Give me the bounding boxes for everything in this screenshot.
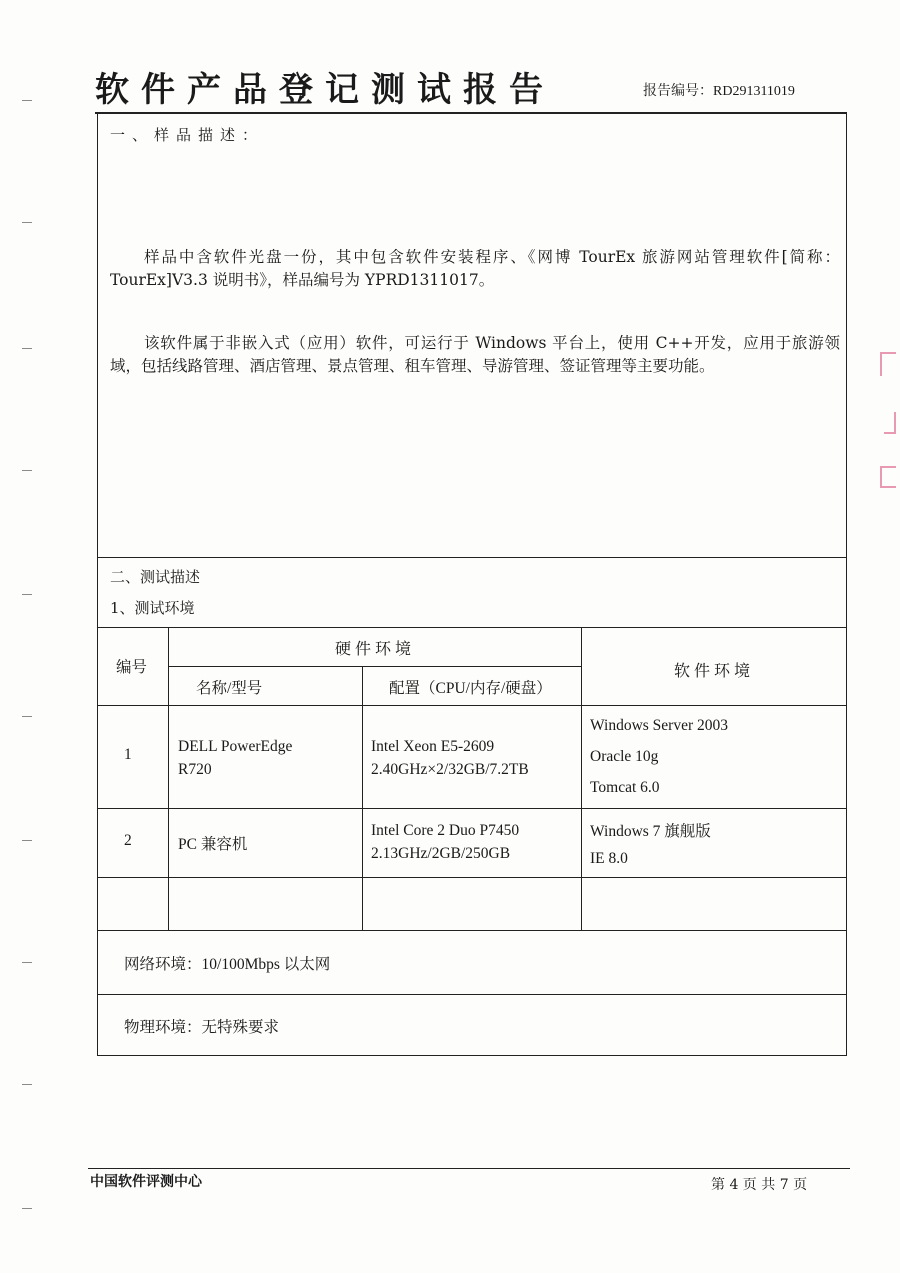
row2-config [371,819,519,865]
row1-software-1: Windows Server 2003 [590,717,728,734]
table-col2 [362,666,363,930]
edge-mark [22,840,32,841]
row1-number: 1 [124,746,132,763]
row2-software-1: Windows 7 旗舰版 [590,823,711,840]
network-environment [124,952,330,974]
table-row3-bottom [97,930,847,931]
table-hw-split [168,666,581,667]
footer-rule [88,1168,850,1169]
edge-mark [22,100,32,101]
row1-name [178,735,292,781]
physical-environment [124,1015,279,1037]
section1-paragraph-1: 样品中含软件光盘一份，其中包含软件安装程序、《网博 TourEx 旅游网站管理软件[简称：TourEx]V3.3 说明书》，样品编号为 YPRD1311017。 [110,248,840,289]
row1-config-line1: Intel Xeon E5-2609 [371,738,495,755]
frame-right [846,112,847,1055]
row2-name: PC 兼容机 [178,836,248,853]
table-network-bottom [97,994,847,995]
row2-software-2: IE 8.0 [590,850,628,867]
header-hardware: 硬件环境 [335,641,416,658]
table-row1-bottom [97,808,847,809]
document-title: 软件产品登记测试报告 [95,70,555,110]
edge-mark [22,594,32,595]
network-label: 网络环境： [124,956,202,973]
table-col1 [168,627,169,930]
edge-mark [22,348,32,349]
report-number-label: 报告编号： [643,84,713,99]
row1-software-2: Oracle 10g [590,748,659,765]
report-number [643,80,795,100]
edge-mark [22,1208,32,1209]
report-number-value: RD291311019 [713,84,795,99]
physical-label: 物理环境： [124,1019,202,1036]
header-config: 配置（CPU/内存/硬盘） [389,680,552,697]
table-row2-bottom [97,877,847,878]
header-name-model: 名称/型号 [196,680,263,697]
header-number: 编号 [116,659,148,676]
row2-config-line1: Intel Core 2 Duo P7450 [371,822,520,839]
section1-heading: 一、样品描述： [110,126,265,144]
header-rule [95,112,847,114]
row1-config [371,735,529,781]
edge-mark [22,222,32,223]
section1-paragraph-2: 该软件属于非嵌入式（应用）软件，可运行于 Windows 平台上，使用 C++开发，应用于旅游领域，包括线路管理、酒店管理、景点管理、租车管理、导游管理、签证管理等主要功能。 [110,334,840,375]
row1-config-line2: 2.40GHz×2/32GB/7.2TB [371,761,529,778]
table-top [97,627,847,628]
edge-mark [22,716,32,717]
table-col3 [581,627,582,930]
edge-mark [22,962,32,963]
edge-mark [22,1084,32,1085]
section2-subheading: 1、测试环境 [110,599,195,617]
footer-organization: 中国软件评测中心 [90,1174,202,1190]
footer-page-number: 第 4 页 共 7 页 [711,1177,808,1193]
section2-heading: 二、测试描述 [110,568,201,586]
section-divider [97,557,847,558]
table-header-bottom [97,705,847,706]
row2-config-line2: 2.13GHz/2GB/250GB [371,845,511,862]
row2-number: 2 [124,832,132,849]
header-software: 软件环境 [674,663,755,680]
edge-mark [22,470,32,471]
network-value: 10/100Mbps 以太网 [201,956,331,973]
physical-value: 无特殊要求 [201,1019,280,1036]
row1-software-3: Tomcat 6.0 [590,779,660,796]
row1-name-line1: DELL PowerEdge [178,738,293,755]
frame-left [97,112,98,1055]
row1-name-line2: R720 [178,761,212,778]
frame-bottom [97,1055,847,1056]
